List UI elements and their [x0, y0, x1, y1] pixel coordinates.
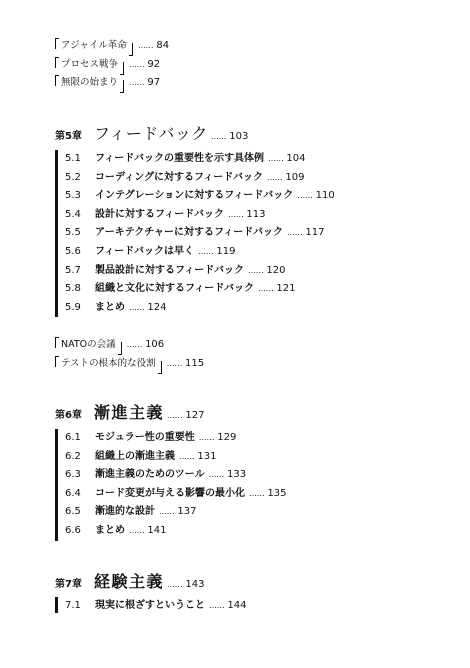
chapter-label: 第5章 [55, 131, 82, 142]
section-number: 5.8 [65, 283, 81, 295]
section-title: モジュラー性の重要性 [95, 432, 195, 443]
column-entry [55, 74, 169, 93]
section-title: 製品設計に対するフィードバック [95, 264, 244, 276]
chapter-heading [55, 121, 248, 144]
page-number: 97 [147, 77, 161, 88]
section-page-number: 109 [285, 171, 305, 183]
section-title: 漸進的な設計 [95, 506, 155, 518]
leader-dots: …… [287, 228, 303, 238]
section-title: 組織と文化に対するフィードバック [95, 283, 254, 295]
section-number: 6.5 [65, 506, 81, 518]
leader-dots: …… [166, 411, 183, 420]
section-title: フィードバックは早く [95, 245, 194, 257]
column-list-top [55, 37, 169, 93]
chapter-page-number: 143 [185, 579, 205, 590]
chapter-page-number: 103 [229, 131, 249, 142]
section-page-number: 121 [276, 283, 296, 295]
section-page-number: 104 [286, 153, 306, 164]
section-page-number: 124 [147, 301, 167, 313]
section-title: コード変更が与える影響の最小化 [95, 487, 245, 499]
column-list-chapter5 [55, 336, 204, 373]
leader-dots: …… [137, 41, 154, 50]
page-number: 115 [185, 357, 205, 369]
leader-dots: …… [267, 172, 283, 182]
section-page-number: 117 [305, 227, 325, 239]
leader-dots: …… [166, 358, 183, 368]
section-number: 5.4 [65, 208, 81, 220]
leader-dots: …… [198, 433, 215, 442]
leader-dots: …… [248, 265, 264, 275]
section-page-number: 129 [217, 432, 237, 443]
leader-dots: …… [159, 507, 175, 517]
section-number: 5.1 [65, 153, 81, 164]
section-number: 6.1 [65, 432, 81, 443]
section-number: 5.7 [65, 264, 81, 276]
section-title: アーキテクチャーに対するフィードバック [95, 227, 283, 239]
chapter-page-number: 127 [185, 410, 205, 421]
section-page-number: 120 [266, 264, 286, 276]
leader-dots: …… [249, 488, 265, 498]
column-title: 無限の始まり [55, 76, 124, 90]
column-entry [55, 336, 204, 355]
section-page-number: 133 [227, 469, 247, 481]
chapter-title: 経験主義 [93, 572, 164, 591]
page-number: 84 [156, 40, 170, 51]
column-entry [55, 37, 169, 56]
column-title: NATOの会議 [55, 338, 122, 352]
chapter-title: フィードバック [93, 124, 208, 143]
leader-dots: …… [198, 246, 214, 256]
section-title: フィードバックの重要性を示す具体例 [95, 153, 264, 164]
leader-dots: …… [209, 601, 225, 610]
leader-dots: …… [129, 59, 145, 69]
section-number: 6.2 [65, 450, 81, 462]
leader-dots: …… [126, 340, 143, 349]
chapter-label: 第7章 [55, 579, 82, 590]
section-title: まとめ [95, 301, 125, 313]
column-title: プロセス戦争 [55, 58, 124, 72]
leader-dots: …… [258, 284, 274, 294]
section-title: まとめ [95, 524, 125, 536]
section-number: 7.1 [65, 600, 81, 611]
column-title: テストの根本的な役割 [55, 357, 162, 371]
column-title: アジャイル革命 [55, 39, 133, 53]
page-number: 106 [145, 339, 165, 350]
section-number: 5.3 [65, 190, 81, 202]
section-number: 5.6 [65, 245, 81, 257]
leader-dots: …… [129, 525, 145, 535]
leader-dots: …… [297, 191, 313, 201]
section-page-number: 135 [267, 487, 287, 499]
section-title: コーディングに対するフィードバック [95, 171, 263, 183]
leader-dots: …… [179, 451, 195, 461]
section-number: 6.3 [65, 469, 81, 481]
section-number: 5.2 [65, 171, 81, 183]
leader-dots: …… [268, 154, 284, 163]
page-number: 92 [147, 58, 161, 70]
leader-dots: …… [129, 78, 145, 87]
section-title: 現実に根ざすということ [95, 600, 205, 611]
chapter-heading [55, 569, 204, 592]
leader-dots: …… [129, 302, 145, 312]
section-number: 6.4 [65, 487, 81, 499]
section-number: 5.9 [65, 301, 81, 313]
chapter-heading [55, 400, 204, 423]
section-page-number: 137 [177, 506, 197, 518]
leader-dots: …… [228, 209, 244, 219]
column-entry [55, 355, 204, 374]
section-page-number: 119 [216, 245, 236, 257]
section-bar [55, 597, 58, 613]
column-entry [55, 56, 169, 75]
section-page-number: 141 [147, 524, 167, 536]
leader-dots: …… [166, 580, 183, 589]
section-page-number: 113 [246, 208, 266, 220]
section-title: 設計に対するフィードバック [95, 208, 224, 220]
chapter-label: 第6章 [55, 410, 82, 421]
leader-dots: …… [208, 470, 225, 480]
chapter-title: 漸進主義 [93, 403, 164, 422]
section-page-number: 131 [197, 450, 217, 462]
section-title: 漸進主義のためのツール [95, 469, 205, 481]
leader-dots: …… [210, 132, 227, 141]
section-number: 5.5 [65, 227, 81, 239]
section-bar [55, 429, 58, 541]
section-page-number: 110 [315, 190, 335, 202]
section-number: 6.6 [65, 524, 81, 536]
section-title: 組織上の漸進主義 [95, 450, 175, 462]
section-page-number: 144 [227, 600, 247, 611]
section-bar [55, 150, 58, 317]
section-title: インテグレーションに対するフィードバック [95, 190, 294, 202]
